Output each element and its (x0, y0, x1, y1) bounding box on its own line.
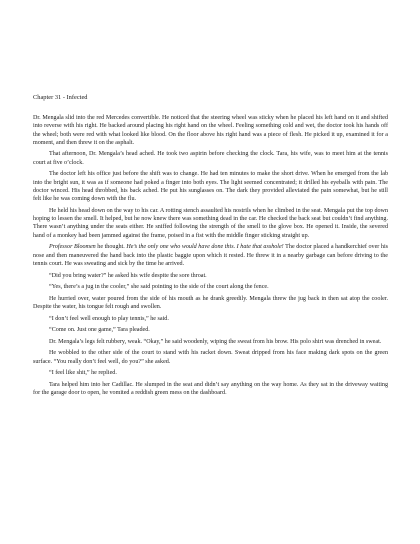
paragraph: Dr. Mengala’s legs felt rubbery, weak. “Okay,” he said woodenly, wiping the sweat from his brow. His polo shirt was drenched in sweat. (49, 338, 382, 345)
paragraph: That afternoon, Dr. Mengala’s head ached. He took two aspirin before checking the clock. Tara, his wife, was to meet him at the tennis court at five o’clock. (33, 151, 388, 166)
paragraph: “Did you bring water?” he asked his wife despite the sore throat. (49, 272, 207, 279)
paragraph: He held his head down on the way to his car. A rotting stench assaulted his nostrils when he climbed in the seat. Mengala put the top down hoping to lessen the smell. It helped, but he now knew there was something dead in the car. He checked the back seat but couldn’t find anything. There wasn’t anything under the seats either. He sniffed following the strength of the smell to the glove box. He opened it. Inside, the severed hand of a monkey had been jammed against the frame, poised in a fist with the middle finger sticking straight up. (33, 207, 388, 239)
paragraph: “I feel like shit,” he replied. (49, 370, 117, 377)
paragraph (33, 243, 388, 268)
paragraph: The doctor left his office just before the shift was to change. He had ten minutes to make the short drive. When he emerged from the lab into the bright sun, it was as if someone had poked a finger into both eyes. The light seemed concentrated; it drilled his eyeballs with pain. The doctor winced. His head throbbed, his back ached. He put his sunglasses on. The dark they provided alleviated the pain somewhat, but he still felt like he was coming down with the flu. (33, 171, 388, 203)
paragraph: Tara helped him into her Cadillac. He slumped in the seat and didn’t say anything on the way home. As they sat in the driveway waiting for the garage door to open, he vomited a reddish green mess on the dashboard. (33, 381, 388, 397)
paragraph: Dr. Mengala slid into the red Mercedes convertible. He noticed that the steering wheel was sticky when he placed his left hand on it and shifted into reverse with his right. He backed around placing his right hand on the wheel. Feeling something cold and wet, the doctor took his hands off the wheel; both were red with what looked like blood. On the floor above his right hand was a piece of flesh. He picked it up, examined it for a moment, and then threw it on the asphalt. (33, 115, 388, 146)
paragraph: “Come on. Just one game,” Tara pleaded. (49, 327, 150, 334)
paragraph: He wobbled to the other side of the court to stand with his racket down. Sweat dripped from his face making dark spots on the green surface. “You really don’t feel well, do you?” she asked. (33, 350, 388, 365)
paragraph-fragment: he thought. (95, 244, 127, 251)
paragraph: He hurried over, water poured from the side of his mouth as he drank greedily. Mengala threw the jug back in then sat atop the cooler. Despite the water, his tongue felt rough and swollen. (33, 295, 388, 311)
paragraph: “Yes, there’s a jug in the cooler,” she said pointing to the side of the court along the fence. (49, 284, 269, 291)
italic-name: Professor Bloomen (49, 244, 96, 251)
chapter-body (33, 114, 388, 401)
italic-thought: He’s the only one who would have done this. I hate that asshole! (126, 244, 284, 251)
paragraph-fragment: The doctor placed a handkerchief over his nose and then maneuvered the hand back into the plastic baggie upon which it rested. He threw it in a nearby garbage can before driving to the tennis court. He was sweating and sick by the time he arrived. (33, 244, 389, 267)
chapter-title: Chapter 31 - Infected (33, 94, 88, 101)
paragraph: “I don’t feel well enough to play tennis,” he said. (49, 315, 169, 322)
